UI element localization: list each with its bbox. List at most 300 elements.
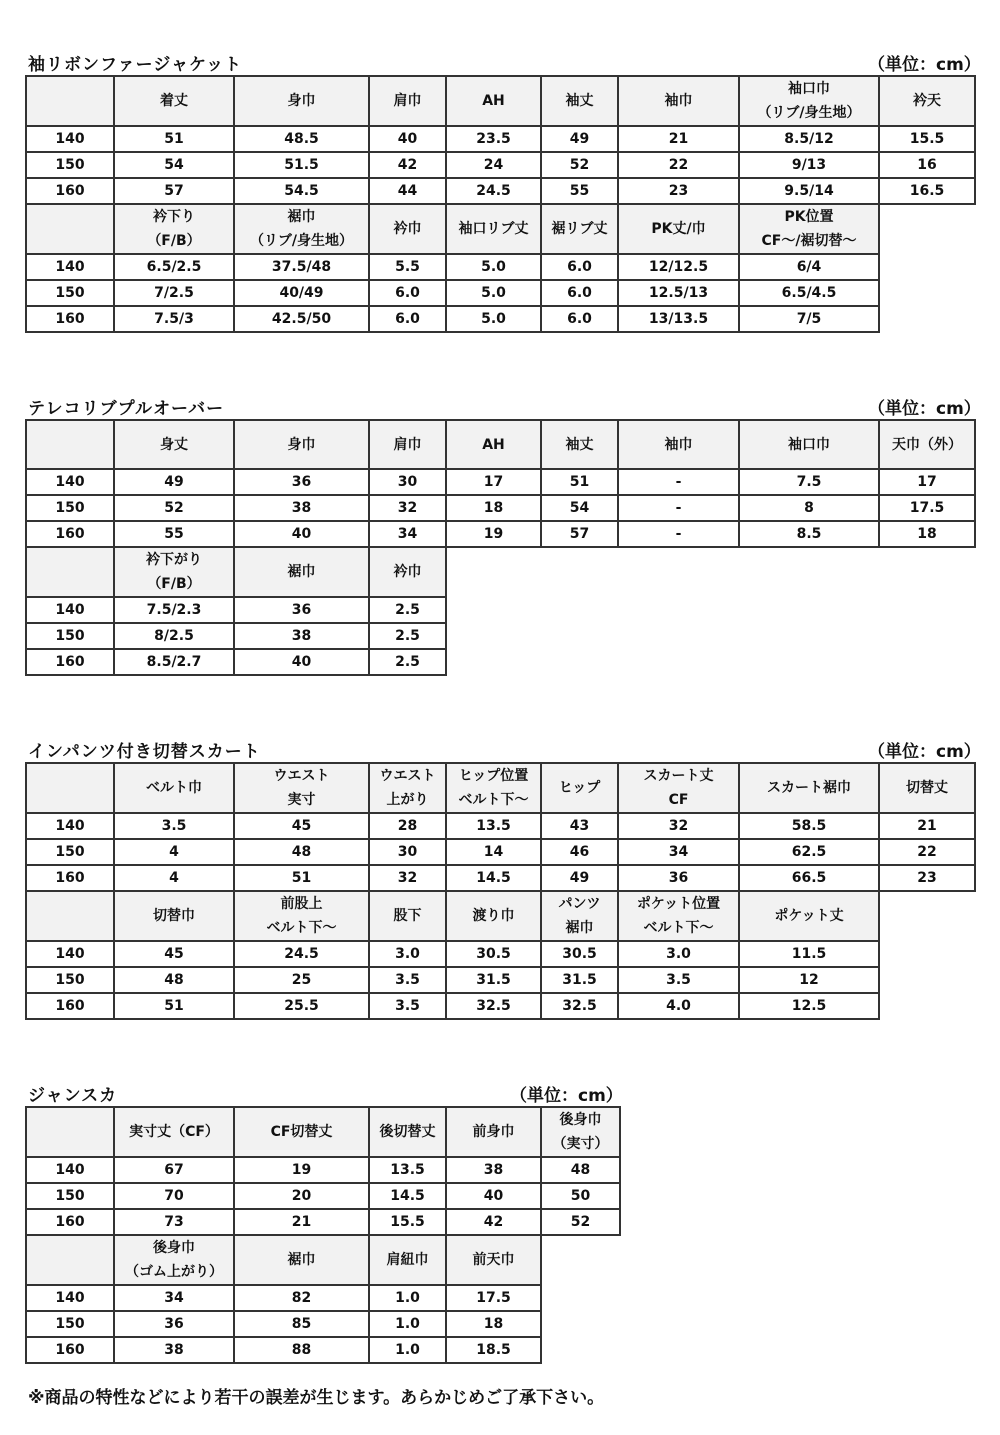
- measurement-cell: 17: [879, 469, 975, 495]
- size-table-3: [25, 1106, 621, 1364]
- column-header: 肩巾: [369, 420, 446, 469]
- measurement-cell: 8/2.5: [114, 623, 234, 649]
- header-row: [26, 547, 975, 597]
- measurement-cell: 54: [541, 495, 618, 521]
- column-header: 前身巾: [446, 1107, 541, 1157]
- empty-cell: [446, 547, 541, 597]
- measurement-cell: 50: [541, 1183, 620, 1209]
- column-header: 衿下がり （F/B）: [114, 547, 234, 597]
- empty-cell: [879, 204, 975, 254]
- measurement-cell: 30.5: [446, 941, 541, 967]
- table-row: [26, 967, 975, 993]
- empty-cell: [618, 649, 739, 675]
- column-header: 前股上 ベルト下～: [234, 891, 369, 941]
- measurement-cell: 6.0: [541, 254, 618, 280]
- measurement-cell: 3.5: [114, 813, 234, 839]
- measurement-cell: 3.5: [369, 967, 446, 993]
- table-row: [26, 623, 975, 649]
- measurement-cell: 6.5/4.5: [739, 280, 879, 306]
- column-header: スカート丈 CF: [618, 763, 739, 813]
- column-header: 切替巾: [114, 891, 234, 941]
- size-table-0: [25, 75, 976, 333]
- footnote: ※商品の特性などにより若干の誤差が生じます。あらかじめご了承下さい。: [28, 1388, 605, 1408]
- measurement-cell: 30: [369, 469, 446, 495]
- measurement-cell: 88: [234, 1337, 369, 1363]
- measurement-cell: 66.5: [739, 865, 879, 891]
- measurement-cell: 23: [618, 178, 739, 204]
- column-header: 後切替丈: [369, 1107, 446, 1157]
- measurement-cell: 24: [446, 152, 541, 178]
- empty-cell: [618, 597, 739, 623]
- section-title-pullover: テレコリブプルオーバー: [28, 399, 225, 419]
- table-row: [26, 1183, 620, 1209]
- measurement-cell: 22: [879, 839, 975, 865]
- column-header: 裾巾: [234, 547, 369, 597]
- measurement-cell: 23.5: [446, 126, 541, 152]
- empty-cell: [541, 623, 618, 649]
- size-label: 150: [26, 495, 114, 521]
- measurement-cell: 28: [369, 813, 446, 839]
- empty-cell: [879, 891, 975, 941]
- measurement-cell: 17.5: [879, 495, 975, 521]
- measurement-cell: 8.5/2.7: [114, 649, 234, 675]
- measurement-cell: 17.5: [446, 1285, 541, 1311]
- size-label: 160: [26, 178, 114, 204]
- measurement-cell: 22: [618, 152, 739, 178]
- empty-cell: [618, 623, 739, 649]
- column-header: 袖丈: [541, 420, 618, 469]
- measurement-cell: 14.5: [369, 1183, 446, 1209]
- measurement-cell: 19: [446, 521, 541, 547]
- measurement-cell: 15.5: [369, 1209, 446, 1235]
- column-header: 天巾（外）: [879, 420, 975, 469]
- measurement-cell: 18: [446, 495, 541, 521]
- measurement-cell: 52: [541, 152, 618, 178]
- size-label: 140: [26, 126, 114, 152]
- size-label: 140: [26, 1157, 114, 1183]
- unit-label-jumper-skirt: （単位：cm）: [510, 1086, 623, 1106]
- size-label: 140: [26, 813, 114, 839]
- measurement-cell: 12: [739, 967, 879, 993]
- measurement-cell: 1.0: [369, 1311, 446, 1337]
- measurement-cell: 48: [234, 839, 369, 865]
- section-title-jumper-skirt: ジャンスカ: [28, 1086, 118, 1106]
- measurement-cell: 9.5/14: [739, 178, 879, 204]
- empty-cell: [879, 597, 975, 623]
- measurement-cell: 21: [618, 126, 739, 152]
- column-header: 肩巾: [369, 76, 446, 126]
- measurement-cell: 32.5: [446, 993, 541, 1019]
- empty-cell: [879, 623, 975, 649]
- column-header: 着丈: [114, 76, 234, 126]
- empty-cell: [879, 280, 975, 306]
- table-row: [26, 126, 975, 152]
- measurement-cell: 8.5: [739, 521, 879, 547]
- measurement-cell: 25: [234, 967, 369, 993]
- column-header: ヒップ位置 ベルト下～: [446, 763, 541, 813]
- empty-cell: [541, 1337, 620, 1363]
- column-header: 身丈: [114, 420, 234, 469]
- column-header: 衿巾: [369, 547, 446, 597]
- corner-cell: [26, 547, 114, 597]
- measurement-cell: 12.5/13: [618, 280, 739, 306]
- measurement-cell: 40/49: [234, 280, 369, 306]
- empty-cell: [541, 1285, 620, 1311]
- measurement-cell: 37.5/48: [234, 254, 369, 280]
- measurement-cell: 14: [446, 839, 541, 865]
- measurement-cell: 11.5: [739, 941, 879, 967]
- measurement-cell: 34: [369, 521, 446, 547]
- measurement-cell: 57: [541, 521, 618, 547]
- size-label: 150: [26, 1183, 114, 1209]
- corner-cell: [26, 891, 114, 941]
- measurement-cell: 7.5/3: [114, 306, 234, 332]
- measurement-cell: 49: [541, 865, 618, 891]
- measurement-cell: 36: [234, 469, 369, 495]
- measurement-cell: 6.0: [369, 306, 446, 332]
- table-row: [26, 469, 975, 495]
- header-row: [26, 420, 975, 469]
- empty-cell: [541, 1235, 620, 1285]
- measurement-cell: 21: [234, 1209, 369, 1235]
- empty-cell: [879, 254, 975, 280]
- measurement-cell: 49: [114, 469, 234, 495]
- table-row: [26, 597, 975, 623]
- measurement-cell: 1.0: [369, 1337, 446, 1363]
- measurement-cell: 12/12.5: [618, 254, 739, 280]
- measurement-cell: 48: [541, 1157, 620, 1183]
- column-header: ポケット丈: [739, 891, 879, 941]
- measurement-cell: 6.0: [541, 280, 618, 306]
- measurement-cell: 18: [879, 521, 975, 547]
- measurement-cell: 1.0: [369, 1285, 446, 1311]
- size-label: 160: [26, 649, 114, 675]
- column-header: 袖口巾: [739, 420, 879, 469]
- table-row: [26, 865, 975, 891]
- measurement-cell: 32: [618, 813, 739, 839]
- column-header: 裾巾: [234, 1235, 369, 1285]
- table-row: [26, 993, 975, 1019]
- empty-cell: [739, 623, 879, 649]
- size-label: 140: [26, 941, 114, 967]
- column-header: 衿天: [879, 76, 975, 126]
- column-header: ポケット位置 ベルト下～: [618, 891, 739, 941]
- measurement-cell: 8.5/12: [739, 126, 879, 152]
- size-table-1: [25, 419, 976, 676]
- empty-cell: [446, 649, 541, 675]
- measurement-cell: 4.0: [618, 993, 739, 1019]
- measurement-cell: 7/2.5: [114, 280, 234, 306]
- table-row: [26, 254, 975, 280]
- header-row: [26, 763, 975, 813]
- measurement-cell: 42: [446, 1209, 541, 1235]
- empty-cell: [446, 597, 541, 623]
- measurement-cell: 73: [114, 1209, 234, 1235]
- measurement-cell: 58.5: [739, 813, 879, 839]
- column-header: 実寸丈（CF）: [114, 1107, 234, 1157]
- measurement-cell: 51: [114, 993, 234, 1019]
- measurement-cell: 9/13: [739, 152, 879, 178]
- size-label: 160: [26, 306, 114, 332]
- column-header: 前天巾: [446, 1235, 541, 1285]
- measurement-cell: -: [618, 495, 739, 521]
- measurement-cell: 55: [541, 178, 618, 204]
- header-row: [26, 204, 975, 254]
- measurement-cell: 51: [234, 865, 369, 891]
- column-header: AH: [446, 76, 541, 126]
- measurement-cell: 17: [446, 469, 541, 495]
- size-label: 150: [26, 280, 114, 306]
- measurement-cell: 6.0: [541, 306, 618, 332]
- measurement-cell: 36: [618, 865, 739, 891]
- column-header: ベルト巾: [114, 763, 234, 813]
- measurement-cell: 51: [114, 126, 234, 152]
- empty-cell: [541, 649, 618, 675]
- size-label: 150: [26, 152, 114, 178]
- measurement-cell: 46: [541, 839, 618, 865]
- measurement-cell: 6/4: [739, 254, 879, 280]
- measurement-cell: 38: [234, 495, 369, 521]
- measurement-cell: 70: [114, 1183, 234, 1209]
- table-row: [26, 1285, 620, 1311]
- measurement-cell: 42: [369, 152, 446, 178]
- measurement-cell: 5.5: [369, 254, 446, 280]
- corner-cell: [26, 76, 114, 126]
- measurement-cell: 51: [541, 469, 618, 495]
- measurement-cell: 24.5: [234, 941, 369, 967]
- measurement-cell: 40: [234, 649, 369, 675]
- measurement-cell: 24.5: [446, 178, 541, 204]
- column-header: 衿巾: [369, 204, 446, 254]
- column-header: 裾リブ丈: [541, 204, 618, 254]
- column-header: 身巾: [234, 420, 369, 469]
- measurement-cell: 30.5: [541, 941, 618, 967]
- measurement-cell: 5.0: [446, 306, 541, 332]
- header-row: [26, 1235, 620, 1285]
- measurement-cell: 57: [114, 178, 234, 204]
- measurement-cell: 23: [879, 865, 975, 891]
- measurement-cell: 12.5: [739, 993, 879, 1019]
- column-header: CF切替丈: [234, 1107, 369, 1157]
- empty-cell: [879, 649, 975, 675]
- table-row: [26, 521, 975, 547]
- empty-cell: [879, 941, 975, 967]
- measurement-cell: 16.5: [879, 178, 975, 204]
- empty-cell: [879, 547, 975, 597]
- table-row: [26, 941, 975, 967]
- table-row: [26, 178, 975, 204]
- measurement-cell: 13/13.5: [618, 306, 739, 332]
- measurement-cell: 62.5: [739, 839, 879, 865]
- measurement-cell: 82: [234, 1285, 369, 1311]
- measurement-cell: 30: [369, 839, 446, 865]
- measurement-cell: 49: [541, 126, 618, 152]
- measurement-cell: 44: [369, 178, 446, 204]
- header-row: [26, 891, 975, 941]
- empty-cell: [541, 547, 618, 597]
- column-header: 袖巾: [618, 76, 739, 126]
- measurement-cell: 40: [446, 1183, 541, 1209]
- size-label: 160: [26, 865, 114, 891]
- column-header: ウエスト 実寸: [234, 763, 369, 813]
- measurement-cell: 36: [234, 597, 369, 623]
- measurement-cell: 15.5: [879, 126, 975, 152]
- measurement-cell: 2.5: [369, 649, 446, 675]
- size-label: 140: [26, 469, 114, 495]
- measurement-cell: 45: [114, 941, 234, 967]
- size-label: 150: [26, 623, 114, 649]
- header-row: [26, 1107, 620, 1157]
- column-header: 切替丈: [879, 763, 975, 813]
- measurement-cell: 5.0: [446, 254, 541, 280]
- measurement-cell: 48.5: [234, 126, 369, 152]
- unit-label-pullover: （単位：cm）: [868, 399, 981, 419]
- measurement-cell: 6.0: [369, 280, 446, 306]
- measurement-cell: 40: [369, 126, 446, 152]
- measurement-cell: 45: [234, 813, 369, 839]
- measurement-cell: 67: [114, 1157, 234, 1183]
- column-header: 衿下り （F/B）: [114, 204, 234, 254]
- measurement-cell: 48: [114, 967, 234, 993]
- empty-cell: [879, 967, 975, 993]
- measurement-cell: 5.0: [446, 280, 541, 306]
- corner-cell: [26, 204, 114, 254]
- table-row: [26, 152, 975, 178]
- measurement-cell: -: [618, 469, 739, 495]
- measurement-cell: 25.5: [234, 993, 369, 1019]
- size-table-2: [25, 762, 976, 1020]
- column-header: 渡り巾: [446, 891, 541, 941]
- measurement-cell: 18.5: [446, 1337, 541, 1363]
- table-row: [26, 1157, 620, 1183]
- column-header: ウエスト 上がり: [369, 763, 446, 813]
- column-header: 袖口リブ丈: [446, 204, 541, 254]
- measurement-cell: 7.5: [739, 469, 879, 495]
- empty-cell: [739, 597, 879, 623]
- empty-cell: [446, 623, 541, 649]
- column-header: 袖丈: [541, 76, 618, 126]
- table-row: [26, 1209, 620, 1235]
- measurement-cell: 3.0: [618, 941, 739, 967]
- measurement-cell: 52: [541, 1209, 620, 1235]
- measurement-cell: 34: [618, 839, 739, 865]
- measurement-cell: 3.5: [369, 993, 446, 1019]
- empty-cell: [739, 649, 879, 675]
- table-row: [26, 813, 975, 839]
- table-row: [26, 839, 975, 865]
- section-title-skirt: インパンツ付き切替スカート: [28, 742, 261, 762]
- measurement-cell: 32.5: [541, 993, 618, 1019]
- measurement-cell: 32: [369, 865, 446, 891]
- measurement-cell: 4: [114, 865, 234, 891]
- corner-cell: [26, 1235, 114, 1285]
- size-label: 150: [26, 967, 114, 993]
- size-label: 140: [26, 597, 114, 623]
- section-title-jacket: 袖リボンファージャケット: [28, 55, 243, 75]
- table-row: [26, 1311, 620, 1337]
- empty-cell: [541, 1311, 620, 1337]
- measurement-cell: 31.5: [541, 967, 618, 993]
- column-header: 袖巾: [618, 420, 739, 469]
- column-header: 後身巾 （ゴム上がり）: [114, 1235, 234, 1285]
- measurement-cell: 20: [234, 1183, 369, 1209]
- column-header: スカート裾巾: [739, 763, 879, 813]
- measurement-cell: 32: [369, 495, 446, 521]
- measurement-cell: 54.5: [234, 178, 369, 204]
- empty-cell: [879, 306, 975, 332]
- measurement-cell: 3.5: [618, 967, 739, 993]
- header-row: [26, 76, 975, 126]
- measurement-cell: 51.5: [234, 152, 369, 178]
- table-row: [26, 649, 975, 675]
- size-label: 160: [26, 1337, 114, 1363]
- table-row: [26, 280, 975, 306]
- measurement-cell: 55: [114, 521, 234, 547]
- measurement-cell: 2.5: [369, 597, 446, 623]
- size-label: 160: [26, 993, 114, 1019]
- table-row: [26, 306, 975, 332]
- measurement-cell: 43: [541, 813, 618, 839]
- unit-label-jacket: （単位：cm）: [868, 55, 981, 75]
- measurement-cell: 16: [879, 152, 975, 178]
- measurement-cell: 2.5: [369, 623, 446, 649]
- column-header: 身巾: [234, 76, 369, 126]
- size-label: 150: [26, 839, 114, 865]
- measurement-cell: 13.5: [369, 1157, 446, 1183]
- size-label: 160: [26, 521, 114, 547]
- measurement-cell: 3.0: [369, 941, 446, 967]
- measurement-cell: 21: [879, 813, 975, 839]
- measurement-cell: 54: [114, 152, 234, 178]
- corner-cell: [26, 763, 114, 813]
- empty-cell: [739, 547, 879, 597]
- measurement-cell: 18: [446, 1311, 541, 1337]
- empty-cell: [618, 547, 739, 597]
- measurement-cell: 4: [114, 839, 234, 865]
- unit-label-skirt: （単位：cm）: [868, 742, 981, 762]
- empty-cell: [541, 597, 618, 623]
- column-header: 股下: [369, 891, 446, 941]
- size-label: 140: [26, 1285, 114, 1311]
- measurement-cell: -: [618, 521, 739, 547]
- measurement-cell: 34: [114, 1285, 234, 1311]
- measurement-cell: 19: [234, 1157, 369, 1183]
- measurement-cell: 31.5: [446, 967, 541, 993]
- measurement-cell: 42.5/50: [234, 306, 369, 332]
- measurement-cell: 85: [234, 1311, 369, 1337]
- measurement-cell: 40: [234, 521, 369, 547]
- column-header: 袖口巾 （リブ/身生地）: [739, 76, 879, 126]
- measurement-cell: 36: [114, 1311, 234, 1337]
- measurement-cell: 38: [446, 1157, 541, 1183]
- empty-cell: [879, 993, 975, 1019]
- table-row: [26, 495, 975, 521]
- measurement-cell: 52: [114, 495, 234, 521]
- column-header: 裾巾 （リブ/身生地）: [234, 204, 369, 254]
- column-header: PK丈/巾: [618, 204, 739, 254]
- column-header: パンツ 裾巾: [541, 891, 618, 941]
- column-header: PK位置 CF～/裾切替～: [739, 204, 879, 254]
- size-label: 160: [26, 1209, 114, 1235]
- measurement-cell: 8: [739, 495, 879, 521]
- measurement-cell: 13.5: [446, 813, 541, 839]
- column-header: ヒップ: [541, 763, 618, 813]
- size-label: 150: [26, 1311, 114, 1337]
- size-label: 140: [26, 254, 114, 280]
- corner-cell: [26, 420, 114, 469]
- measurement-cell: 14.5: [446, 865, 541, 891]
- column-header: AH: [446, 420, 541, 469]
